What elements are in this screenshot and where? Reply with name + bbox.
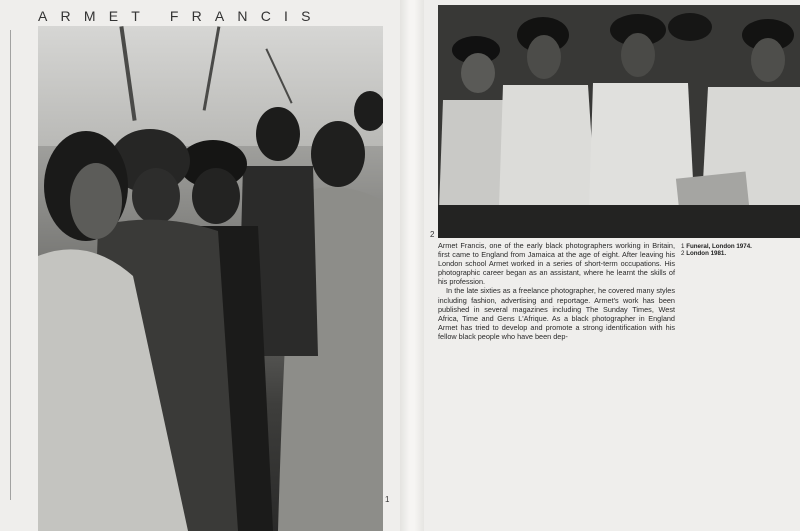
figure-head	[256, 107, 300, 161]
biography-text	[438, 241, 675, 341]
caption-item: 2 London 1981.	[681, 250, 727, 258]
photo-funeral-london-1974	[38, 26, 383, 531]
table-edge	[438, 205, 800, 238]
figure-face	[70, 163, 122, 239]
figure-face	[527, 35, 561, 79]
figure-head	[354, 91, 383, 131]
figure-face	[461, 53, 495, 93]
group-figures	[438, 5, 800, 238]
figure-face	[751, 38, 785, 82]
margin-rule	[10, 30, 11, 500]
figure-head	[132, 168, 180, 224]
figure-face	[621, 33, 655, 77]
caption-item: 1 Funeral, London 1974.	[681, 243, 752, 250]
photo-number-1: 1	[385, 495, 390, 504]
photographer-name-heading: ARMET FRANCIS	[38, 8, 324, 24]
biography-paragraph: In the late sixties as a freelance photographer, he covered many styles including fashion, advertising and reportage. Armet's work has been published in several magazines including The Sunday Times, West Africa, Time and Gens L'Afrique. As a black photographer in England Armet has tried to develop and promote a strong identification with his fellow black people who have been dep-	[438, 286, 675, 341]
page-gutter	[400, 0, 424, 531]
figure-head	[192, 168, 240, 224]
figure-hat	[668, 13, 712, 41]
photo-london-1981	[438, 5, 800, 238]
biography-paragraph: Armet Francis, one of the early black photographers working in Britain, first came to England from Jamaica at the age of eight. After leaving his London school Armet worked in a series of short-term occupations. His photographic career began as an assistant, where he learnt the skills of his profession.	[438, 241, 675, 287]
photo-number-2: 2	[430, 230, 435, 239]
figure-head	[311, 121, 365, 187]
photo-captions	[681, 243, 771, 257]
mourners-figures	[38, 26, 383, 531]
